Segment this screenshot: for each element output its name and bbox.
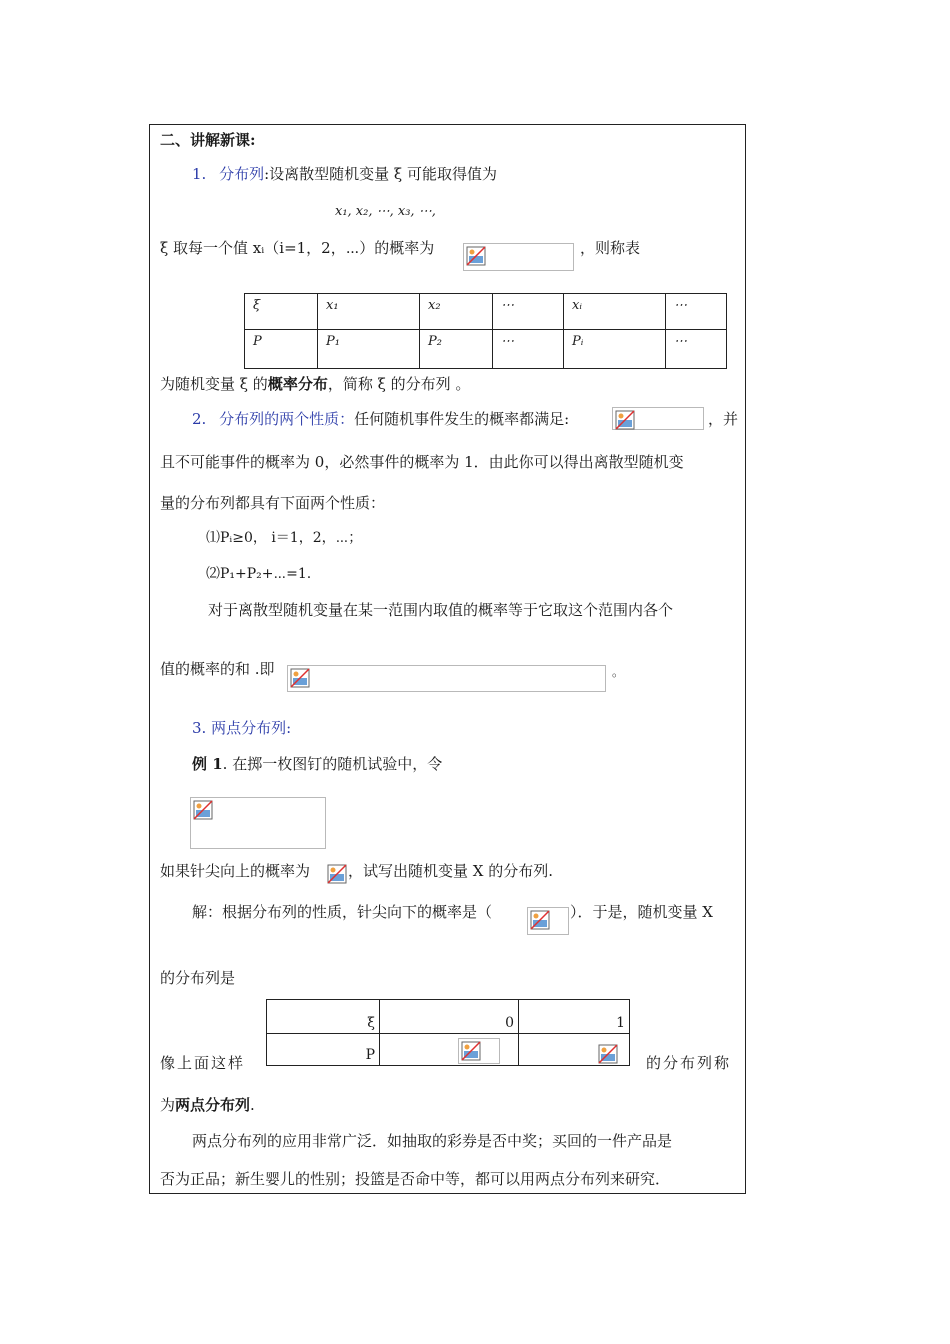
two-cell: 0 <box>380 1000 519 1034</box>
dist-cell: Pᵢ <box>564 330 666 369</box>
item1-number: 1. <box>192 165 207 183</box>
term-two-point-distribution: 两点分布列 <box>175 1096 251 1114</box>
dist-cell: P <box>245 330 318 369</box>
item2-para2-end: 。 <box>612 665 625 679</box>
two-row-p <box>267 1034 630 1066</box>
item2-number: 2. <box>192 410 207 428</box>
solution-line: 解：根据分布列的性质，针尖向下的概率是（ <box>192 903 493 921</box>
section-title: 二、讲解新课: <box>160 131 256 149</box>
item1-line2-end: ，则称表 <box>580 239 641 257</box>
property-2: ⑵P₁+P₂+⋯=1. <box>206 566 312 582</box>
dist-cell: x₂ <box>420 294 493 330</box>
item2-text: 任何随机事件发生的概率都满足: <box>354 410 570 428</box>
example-label: 例 1 <box>192 755 223 773</box>
final-line-2: 否为正品；新生婴儿的性别；投篮是否命中等，都可以用两点分布列来研究． <box>160 1170 671 1188</box>
broken-image-icon <box>615 410 635 430</box>
item2-end: ，并 <box>708 410 739 428</box>
two-cell: 1 <box>519 1000 630 1034</box>
broken-image-icon <box>290 668 310 688</box>
dist-cell: ⋯ <box>666 330 727 369</box>
broken-image-icon <box>327 864 347 884</box>
solution-end: ）．于是，随机变量 X <box>570 903 713 921</box>
called-end: . <box>250 1096 255 1114</box>
formula-image-1-p <box>527 907 569 935</box>
broken-image-icon <box>193 800 213 820</box>
item2-line3: 量的分布列都具有下面两个性质： <box>160 494 386 512</box>
formula-image-p1 <box>596 1042 618 1064</box>
question-line: 如果针尖向上的概率为 <box>160 862 311 880</box>
two-cell: ξ <box>267 1000 380 1034</box>
dist-row-p <box>245 330 727 369</box>
formula-image-definition <box>190 797 326 849</box>
item1-values: x₁, x₂, ⋯, x₃, ⋯, <box>335 204 436 219</box>
term-probability-distribution: 概率分布 <box>267 375 328 393</box>
distribution-table <box>244 293 727 369</box>
item1-title: 分布列 <box>219 165 265 183</box>
solution-line2: 的分布列是 <box>160 969 236 987</box>
dist-cell: P₂ <box>420 330 493 369</box>
dist-cell: ξ <box>245 294 318 330</box>
dist-cell: xᵢ <box>564 294 666 330</box>
example-text: . 在掷一枚图钉的随机试验中，令 <box>222 755 443 773</box>
item2-para2: 值的概率的和 .即 <box>160 660 275 678</box>
dist-row-xi <box>245 294 727 330</box>
item1-line <box>192 164 497 184</box>
called-line <box>160 1095 255 1115</box>
after-table-text: 为随机变量 ξ 的 <box>160 375 268 393</box>
like-end: 的分布列称 <box>646 1054 732 1072</box>
broken-image-icon <box>461 1041 481 1061</box>
question-end: ，试写出随机变量 X 的分布列. <box>348 862 553 880</box>
broken-image-icon <box>598 1044 618 1064</box>
formula-image-range <box>612 407 704 430</box>
item1-text: :设离散型随机变量 ξ 可能取得值为 <box>264 165 497 183</box>
two-cell: P <box>267 1034 380 1066</box>
example-1 <box>192 754 442 774</box>
item2-para: 对于离散型随机变量在某一范围内取值的概率等于它取这个范围内各个 <box>208 601 674 619</box>
dist-cell: P₁ <box>318 330 420 369</box>
formula-image-prob <box>463 243 574 271</box>
dist-cell: x₁ <box>318 294 420 330</box>
formula-image-p <box>325 862 347 884</box>
dist-cell: ⋯ <box>493 330 564 369</box>
broken-image-icon <box>530 910 550 930</box>
item2-title: 分布列的两个性质： <box>219 410 355 428</box>
final-line-1: 两点分布列的应用非常广泛．如抽取的彩券是否中奖；买回的一件产品是 <box>192 1132 673 1150</box>
after-table-line <box>160 374 470 394</box>
item2-line <box>192 409 569 429</box>
formula-image-sum <box>287 665 606 692</box>
two-row-xi <box>267 1000 630 1034</box>
property-1: ⑴Pᵢ≥0， i＝1，2，⋯； <box>206 530 363 546</box>
broken-image-icon <box>466 246 486 266</box>
item3-title: 3. 两点分布列: <box>192 719 292 737</box>
item2-line2: 且不可能事件的概率为 0，必然事件的概率为 1．由此你可以得出离散型随机变 <box>160 453 684 471</box>
like-text: 像上面这样 <box>160 1054 246 1072</box>
after-table-text-2: ，简称 ξ 的分布列 。 <box>327 375 471 393</box>
item1-line2: ξ 取每一个值 xᵢ（i=1，2，⋯）的概率为 <box>160 239 435 257</box>
formula-image-p0 <box>458 1038 500 1064</box>
called-text: 为 <box>160 1096 176 1114</box>
dist-cell: ⋯ <box>493 294 564 330</box>
two-point-table <box>266 999 630 1066</box>
dist-cell: ⋯ <box>666 294 727 330</box>
